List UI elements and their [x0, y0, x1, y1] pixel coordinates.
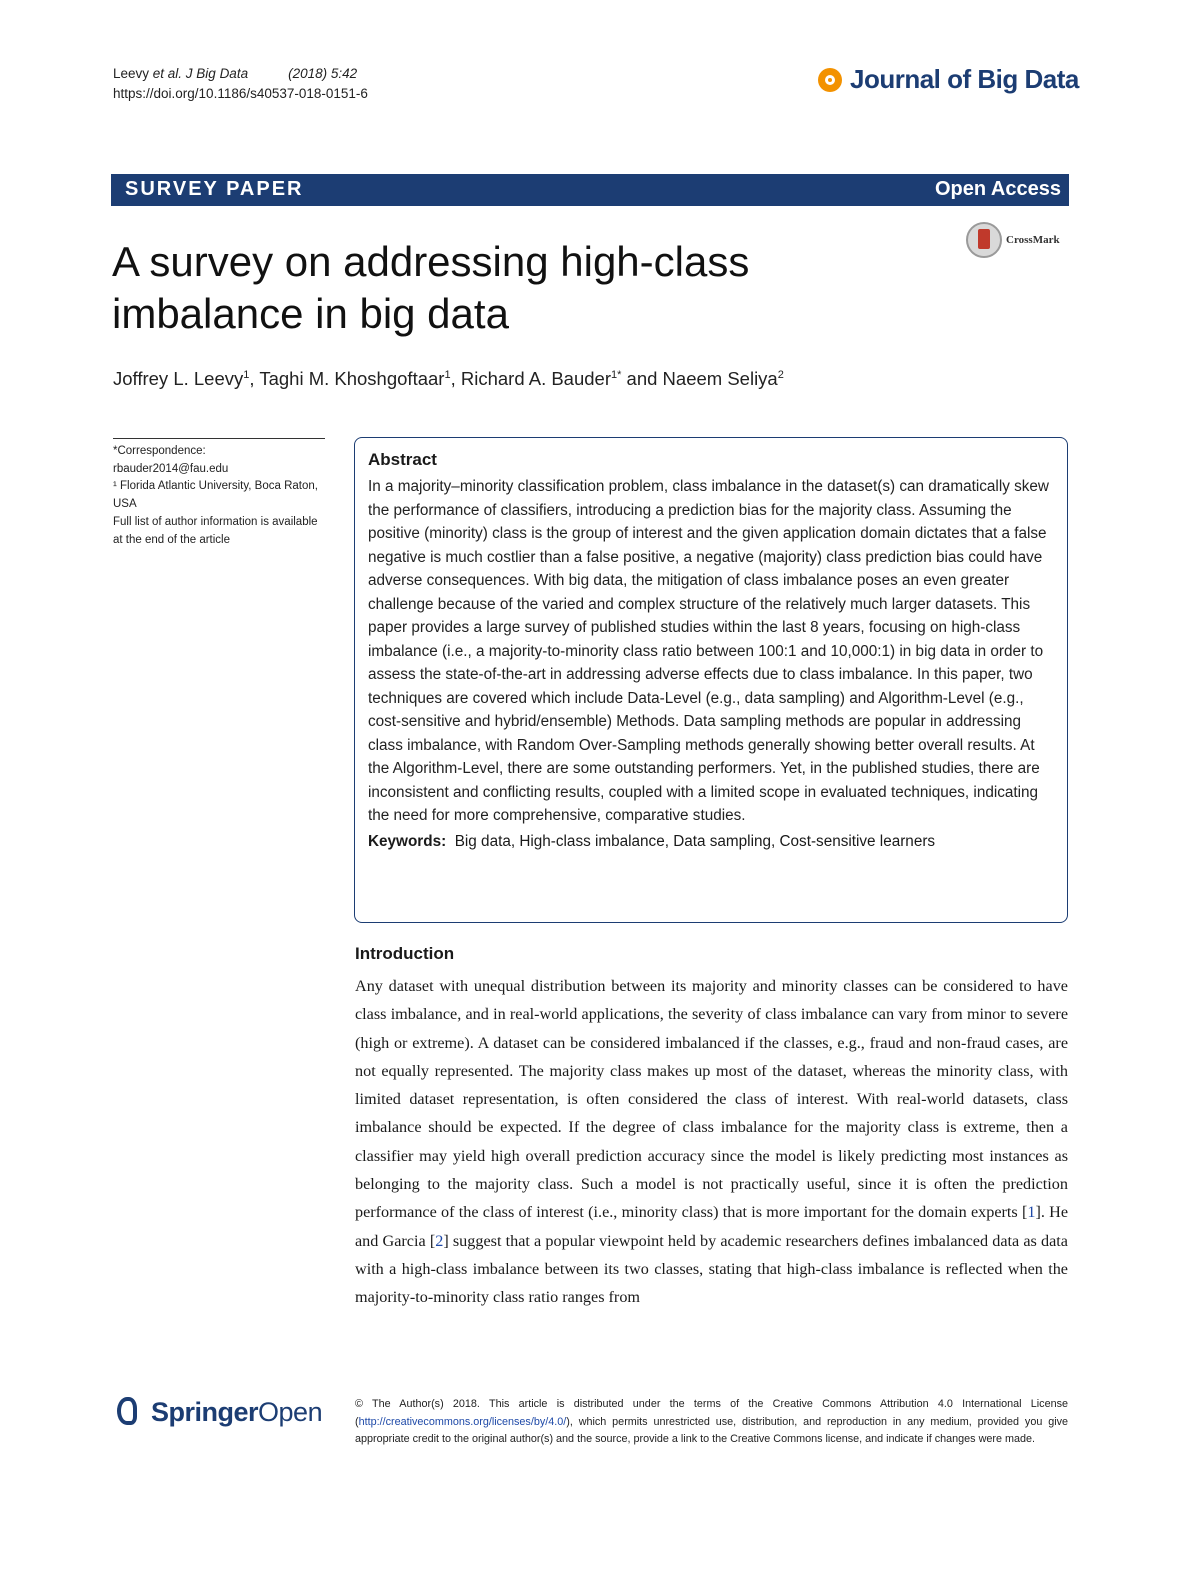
citation-header [113, 64, 368, 104]
author-name: Joffrey L. Leevy [113, 368, 244, 389]
citation-ref-1[interactable]: 1 [1027, 1203, 1036, 1222]
author-name: and Naeem Seliya [621, 368, 778, 389]
keywords-label: Keywords: [368, 832, 447, 850]
publisher-name: Springer [151, 1396, 259, 1427]
abstract-box [354, 437, 1068, 923]
license-link[interactable]: http://creativecommons.org/licenses/by/4.0/ [358, 1415, 567, 1428]
springer-open-logo [113, 1395, 322, 1429]
author-list [113, 368, 784, 390]
springer-horse-icon [113, 1395, 145, 1429]
journal-brand[interactable] [818, 64, 1079, 95]
abstract-heading: Abstract [368, 450, 437, 469]
author-name: , Taghi M. Khoshgoftaar [249, 368, 445, 389]
open-access-label: Open Access [935, 178, 1061, 200]
paper-title: A survey on addressing high-class imbalance in big data [112, 238, 750, 337]
doi-link[interactable]: https://doi.org/10.1186/s40537-018-0151-6 [113, 86, 368, 101]
journal-name: Journal of Big Data [850, 64, 1079, 94]
author-name: , Richard A. Bauder [450, 368, 611, 389]
correspondence-sidebar [113, 438, 325, 549]
citation-ref-2[interactable]: 2 [435, 1231, 444, 1250]
section-heading-introduction: Introduction [355, 944, 455, 963]
article-type-label: SURVEY PAPER [125, 178, 304, 200]
author-affiliation-mark: 1 [444, 368, 451, 381]
abstract-text: In a majority–minority classification problem, class imbalance in the dataset(s) can dramatically skew the performance of classifiers, introducing a prediction bias for the majority class. Assuming the positive (minority) class is the group of interest and the given application domain dictates that a false negative is much costlier than a false positive, a negative (majority) class prediction bias could have adverse consequences. With big data, the mitigation of class imbalance poses an even greater challenge because of the varied and complex structure of the relatively much larger datasets. This paper provides a large survey of published studies within the last 8 years, focusing on high-class imbalance (i.e., a majority-to-minority class ratio between 100:1 and 10,000:1) in big data in order to assess the state-of-the-art in addressing adverse effects due to class imbalance. In this paper, two techniques are covered which include Data-Level (e.g., data sampling) and Algorithm-Level (e.g., cost-sensitive and hybrid/ensemble) Methods. Data sampling methods are popular in addressing class imbalance, with Random Over-Sampling methods generally showing better overall results. At the Algorithm-Level, there are some outstanding performers. Yet, in the published studies, there are inconsistent and conflicting results, coupled with a limited scope in evaluated techniques, indicating the need for more comprehensive, comparative studies. [368, 478, 1049, 824]
keywords-line [368, 833, 1054, 851]
author-affiliation-mark: 1* [611, 368, 622, 381]
license-statement: © The Author(s) 2018. This article is distributed under the terms of the Creative Commons Attribution 4.0 International License (http://creativecommons.org/licenses/by/4.0/), which permits unrestricted use, distribution, and reproduction in any medium, provided you give appropriate credit to the original author(s) and the source, provide a link to the Creative Commons license, and indicate if changes were made. [355, 1398, 1068, 1445]
correspondence-email[interactable]: rbauder2014@fau.edu [113, 462, 229, 475]
keywords-text: Big data, High-class imbalance, Data sampling, Cost-sensitive learners [454, 832, 936, 850]
article-type-band [111, 174, 1069, 206]
crossmark-icon [966, 222, 1002, 258]
author-affiliation-mark: 1 [243, 368, 250, 381]
affiliation-text: ¹ Florida Atlantic University, Boca Raton, USA [113, 480, 318, 511]
journal-logo-icon [818, 68, 842, 92]
author-info-note: Full list of author information is available at the end of the article [113, 515, 318, 546]
crossmark-label: CrossMark [1006, 234, 1060, 246]
introduction-body: Any dataset with unequal distribution between its majority and minority classes can be considered to have class imbalance, and in real-world applications, the severity of class imbalance can vary from minor to severe (high or extreme). A dataset can be considered imbalanced if the classes, e.g., fraud and non-fraud cases, are not equally represented. The majority class makes up most of the dataset, whereas the minority class, with limited dataset representation, is often considered the class of interest. With real-world datasets, class imbalance should be expected. If the degree of class imbalance for the majority class is extreme, then a classifier may yield high overall prediction accuracy since the model is likely predicting most instances as belonging to the majority class. Such a model is not practically useful, since it is often the prediction performance of the class of interest (i.e., minority class) that is more important for the domain experts [1]. He and Garcia [2] suggest that a popular viewpoint held by academic researchers defines imbalanced data as data with a high-class imbalance between its two classes, stating that high-class imbalance is reflected when the majority-to-minority class ratio ranges from [355, 977, 1069, 1307]
publisher-open: Open [258, 1396, 323, 1427]
citation-line: Leevy et al. J Big Data (2018) 5:42 [113, 66, 358, 81]
author-affiliation-mark: 2 [777, 368, 784, 381]
crossmark-badge[interactable] [966, 222, 1060, 258]
correspondence-label: *Correspondence: [113, 445, 206, 457]
